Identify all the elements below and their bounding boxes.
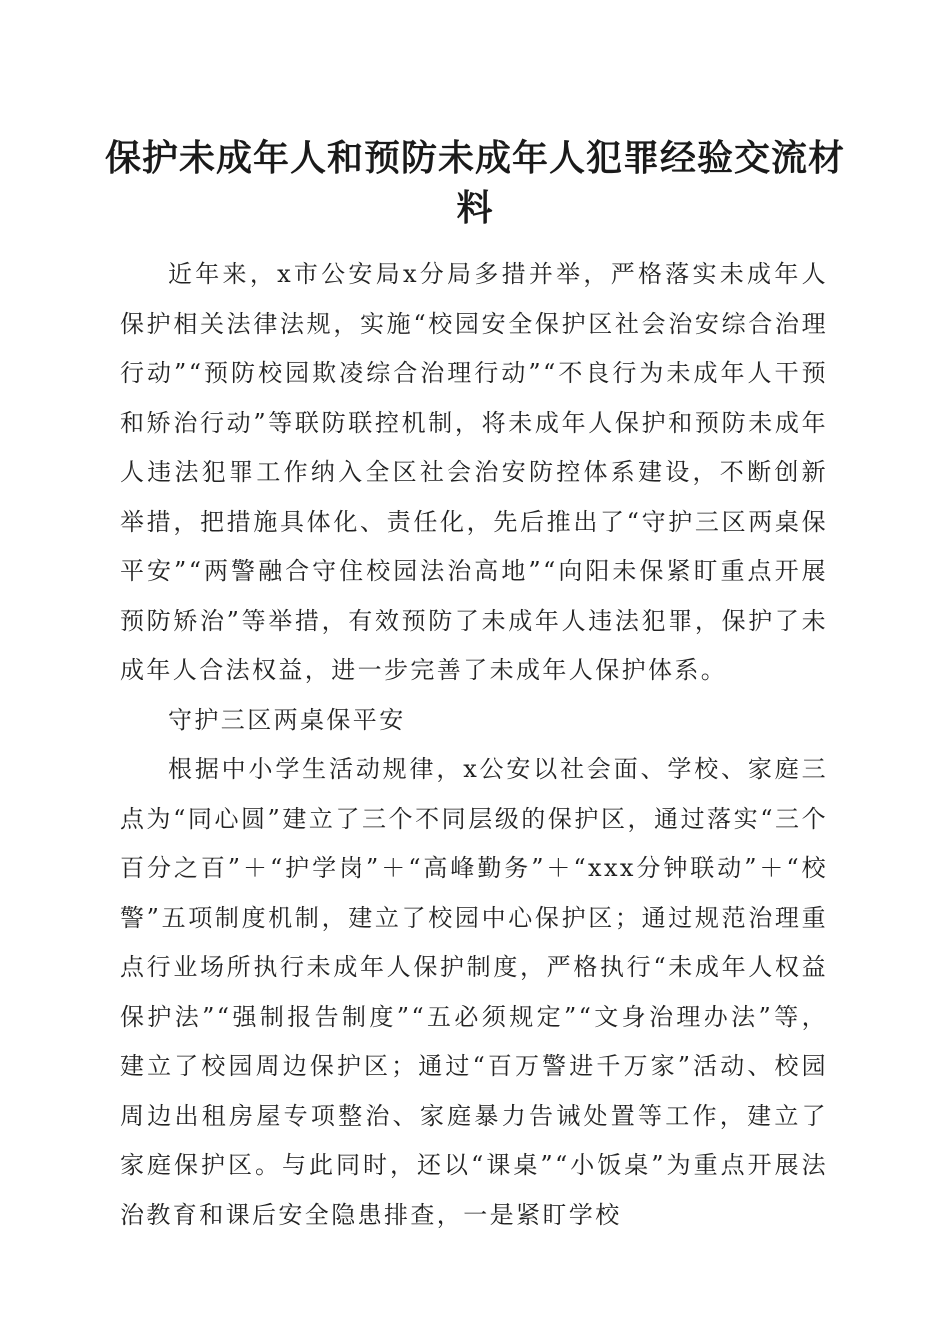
document-title: 保护未成年人和预防未成年人犯罪经验交流材料 xyxy=(104,137,845,229)
paragraph-section-1: 根据中小学生活动规律，x公安以社会面、学校、家庭三点为“同心圆”建立了三个不同层级的保护区，通过落实“三个百分之百”＋“护学岗”＋“高峰勤务”＋“xxx分钟联动”＋“校警”五项制度机制，建立了校园中心保护区；通过规范治理重点行业场所执行未成年人保护制度，严格执行“未成年人权益保护法”“强制报告制度”“五必须规定”“文身治理办法”等，建立了校园周边保护区；通过“百万警进千万家”活动、校园周边出租房屋专项整治、家庭暴力告诫处置等工作，建立了家庭保护区。与此同时，还以“课桌”“小饭桌”为重点开展法治教育和课后安全隐患排查，一是紧盯学校 xyxy=(120,755,828,1229)
document-body xyxy=(120,250,828,1240)
paragraph-intro: 近年来，x市公安局x分局多措并举，严格落实未成年人保护相关法律法规，实施“校园安全保护区社会治安综合治理行动”“预防校园欺凌综合治理行动”“不良行为未成年人干预和矫治行动”等联防联控机制，将未成年人保护和预防未成年人违法犯罪工作纳入全区社会治安防控体系建设，不断创新举措，把措施具体化、责任化，先后推出了“守护三区两桌保平安”“两警融合守住校园法治高地”“向阳未保紧盯重点开展预防矫治”等举措，有效预防了未成年人违法犯罪，保护了未成年人合法权益，进一步完善了未成年人保护体系。 xyxy=(120,260,828,684)
section-heading: 守护三区两桌保平安 xyxy=(168,705,406,734)
